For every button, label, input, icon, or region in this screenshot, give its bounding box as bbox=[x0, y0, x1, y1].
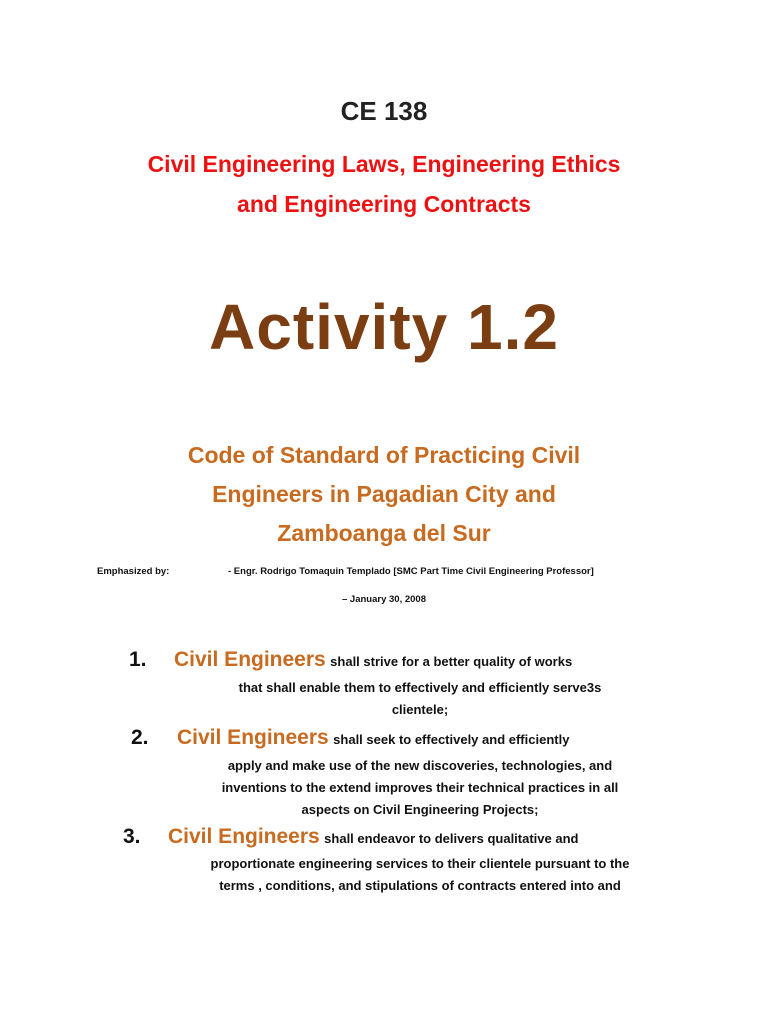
list-item-3-heading bbox=[123, 825, 578, 849]
course-title-line-2: and Engineering Contracts bbox=[237, 191, 531, 217]
emphasis-date: – January 30, 2008 bbox=[342, 594, 426, 605]
list-item-3-subject: Civil Engineers bbox=[168, 825, 320, 848]
list-item-1-heading bbox=[129, 648, 572, 672]
list-item-3-text: shall endeavor to delivers qualitative and bbox=[324, 831, 579, 846]
list-item-2-subject: Civil Engineers bbox=[177, 726, 329, 749]
subtitle-line-1: Code of Standard of Practicing Civil bbox=[187, 442, 581, 468]
document-subtitle bbox=[0, 436, 768, 553]
list-item-2-text: shall seek to effectively and efficiently bbox=[333, 732, 570, 747]
list-item-2-continuation bbox=[160, 755, 680, 821]
list-item-1-line-2: that shall enable them to effectively and efficiently serve3s bbox=[238, 680, 602, 695]
course-title-line-1: Civil Engineering Laws, Engineering Ethics bbox=[147, 151, 621, 177]
list-item-3-continuation bbox=[150, 853, 690, 897]
course-title bbox=[0, 144, 768, 224]
list-item-1-text: shall strive for a better quality of works bbox=[330, 654, 573, 669]
emphasized-by-label: Emphasized by: bbox=[97, 566, 170, 577]
emphasized-by-name: - Engr. Rodrigo Tomaquin Templado [SMC Part Time Civil Engineering Professor] bbox=[228, 566, 594, 577]
list-item-2-line-4: aspects on Civil Engineering Projects; bbox=[301, 802, 539, 817]
list-item-1-continuation bbox=[160, 677, 680, 721]
activity-title: Activity 1.2 bbox=[209, 291, 559, 363]
subtitle-line-2: Engineers in Pagadian City and bbox=[212, 481, 556, 507]
list-item-3-line-3: terms , conditions, and stipulations of contracts entered into and bbox=[219, 878, 621, 893]
course-code: CE 138 bbox=[340, 96, 428, 126]
list-item-2-line-2: apply and make use of the new discoveries, technologies, and bbox=[227, 758, 613, 773]
list-item-2-number: 2. bbox=[131, 726, 149, 749]
list-item-1-line-3: clientele; bbox=[391, 702, 449, 717]
list-item-3-line-2: proportionate engineering services to their clientele pursuant to the bbox=[210, 856, 630, 871]
list-item-3-number: 3. bbox=[123, 825, 141, 848]
subtitle-line-3: Zamboanga del Sur bbox=[277, 520, 491, 546]
list-item-2-heading bbox=[131, 726, 569, 750]
list-item-2-line-3: inventions to the extend improves their technical practices in all bbox=[221, 780, 619, 795]
list-item-1-number: 1. bbox=[129, 648, 147, 671]
list-item-1-subject: Civil Engineers bbox=[174, 648, 326, 671]
